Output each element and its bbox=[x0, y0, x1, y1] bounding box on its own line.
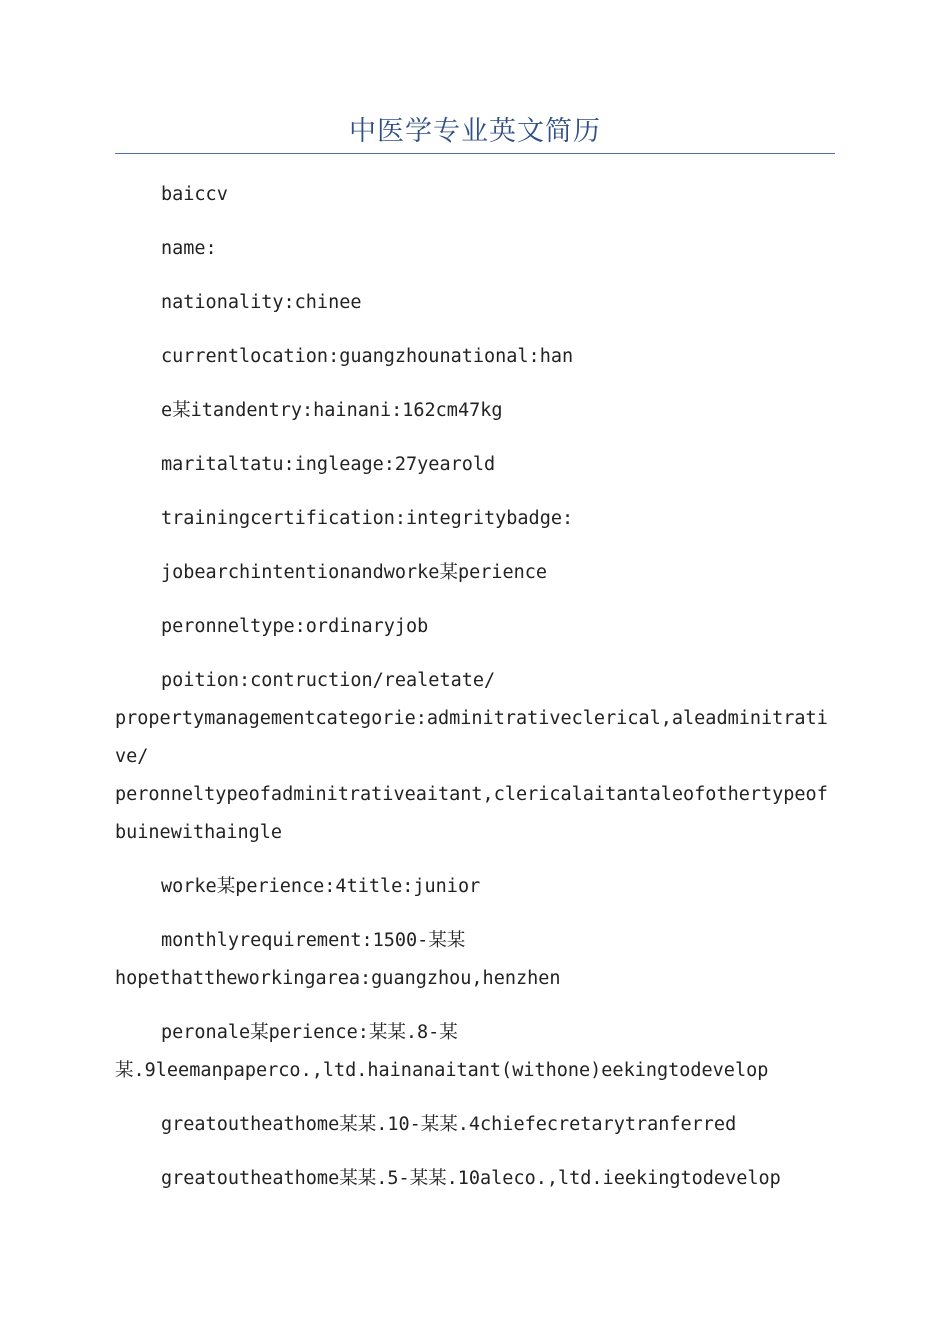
body-paragraph bbox=[115, 868, 840, 906]
paragraph-line: e某itandentry:hainani:162cm47kg bbox=[161, 400, 503, 421]
document-body bbox=[115, 176, 840, 1214]
paragraph-line: propertymanagementcategorie:adminitrativeclerical,aleadminitrati bbox=[115, 708, 828, 729]
paragraph-line: peronneltype:ordinaryjob bbox=[161, 616, 429, 637]
body-paragraph bbox=[115, 1106, 840, 1144]
paragraph-line: 某.9leemanpaperco.,ltd.hainanaitant(withone)eekingtodevelop bbox=[115, 1060, 769, 1081]
body-paragraph bbox=[115, 392, 840, 430]
paragraph-line: buinewithaingle bbox=[115, 822, 283, 843]
paragraph-line: currentlocation:guangzhounational:han bbox=[161, 346, 574, 367]
paragraph-line: ve/ bbox=[115, 746, 149, 767]
title-underline bbox=[115, 153, 835, 154]
body-paragraph bbox=[115, 662, 840, 852]
paragraph-line: greatoutheathome某某.5-某某.10aleco.,ltd.ieekingtodevelop bbox=[161, 1168, 781, 1189]
body-paragraph bbox=[115, 284, 840, 322]
paragraph-line: hopethattheworkingarea:guangzhou,henzhen bbox=[115, 968, 561, 989]
paragraph-line: poition:contruction/realetate/ bbox=[161, 670, 496, 691]
paragraph-line: worke某perience:4title:junior bbox=[161, 876, 481, 897]
body-paragraph bbox=[115, 922, 840, 998]
paragraph-line: peronneltypeofadminitrativeaitant,clericalaitantaleofothertypeof bbox=[115, 784, 828, 805]
paragraph-line: greatoutheathome某某.10-某某.4chiefecretarytranferred bbox=[161, 1114, 737, 1135]
body-paragraph bbox=[115, 608, 840, 646]
paragraph-line: trainingcertification:integritybadge: bbox=[161, 508, 574, 529]
body-paragraph bbox=[115, 500, 840, 538]
paragraph-line: nationality:chinee bbox=[161, 292, 362, 313]
body-paragraph bbox=[115, 1014, 840, 1090]
paragraph-line: baiccv bbox=[161, 184, 228, 205]
paragraph-line: jobearchintentionandworke某perience bbox=[161, 562, 548, 583]
paragraph-line: name: bbox=[161, 238, 217, 259]
paragraph-line: maritaltatu:ingleage:27yearold bbox=[161, 454, 496, 475]
body-paragraph bbox=[115, 230, 840, 268]
body-paragraph bbox=[115, 1160, 840, 1198]
paragraph-line: monthlyrequirement:1500-某某 bbox=[161, 930, 466, 951]
paragraph-line: peronale某perience:某某.8-某 bbox=[161, 1022, 458, 1043]
document-title: 中医学专业英文简历 bbox=[349, 116, 601, 147]
body-paragraph bbox=[115, 176, 840, 214]
body-paragraph bbox=[115, 338, 840, 376]
body-paragraph bbox=[115, 446, 840, 484]
body-paragraph bbox=[115, 554, 840, 592]
